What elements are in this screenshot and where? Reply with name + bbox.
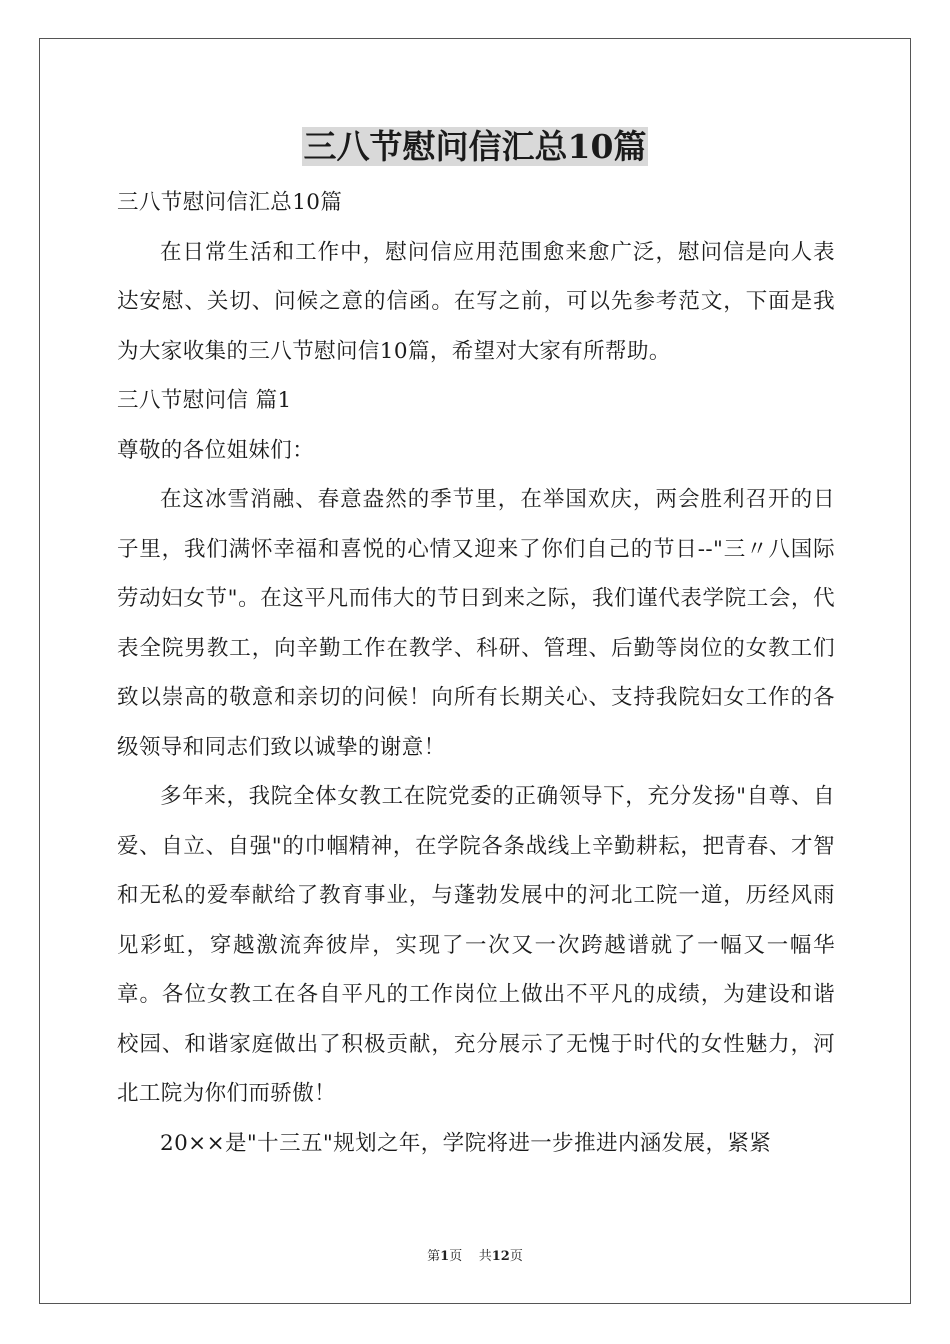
footer-total-prefix: 共 — [478, 1249, 492, 1264]
page-footer — [0, 1245, 950, 1264]
body-paragraph: 尊敬的各位姐妹们： — [117, 437, 315, 463]
body-paragraph: 三八节慰问信汇总10篇 — [117, 190, 343, 215]
body-paragraph: 多年来，我院全体女教工在院党委的正确领导下，充分发扬"自尊、自爱、自立、自强"的巾帼精神，在学院各条战线上辛勤耕耘，把青春、才智和无私的爱奉献给了教育事业，与蓬勃发展中的河北工院一道，历经风雨见彩虹，穿越激流奔彼岸，实现了一次又一次跨越谱就了一幅又一幅华章。各位女教工在各自平凡的工作岗位上做出不平凡的成绩，为建设和谐校园、和谐家庭做出了积极贡献，充分展示了无愧于时代的女性魅力，河北工院为你们而骄傲！ — [117, 784, 835, 1106]
document-title-text: 三八节慰问信汇总10篇 — [303, 127, 647, 166]
body-paragraph: 在这冰雪消融、春意盎然的季节里，在举国欢庆，两会胜利召开的日子里，我们满怀幸福和喜悦的心情又迎来了你们自己的节日--"三〃八国际劳动妇女节"。在这平凡而伟大的节日到来之际，我们谨代表学院工会，代表全院男教工，向辛勤工作在教学、科研、管理、后勤等岗位的女教工们致以崇高的敬意和亲切的问候！向所有长期关心、支持我院妇女工作的各级领导和同志们致以诚挚的谢意！ — [117, 487, 835, 760]
document-body — [117, 178, 835, 1168]
document-title — [0, 124, 950, 170]
footer-total-suffix: 页 — [509, 1249, 523, 1264]
footer-total-pages: 12 — [491, 1249, 510, 1264]
body-paragraph: 三八节慰问信 篇1 — [117, 388, 292, 413]
footer-page-suffix: 页 — [449, 1249, 463, 1264]
body-paragraph: 在日常生活和工作中，慰问信应用范围愈来愈广泛，慰问信是向人表达安慰、关切、问候之意的信函。在写之前，可以先参考范文，下面是我为大家收集的三八节慰问信10篇，希望对大家有所帮助。 — [117, 239, 835, 364]
footer-page-prefix: 第 — [427, 1249, 441, 1264]
footer-page-number: 1 — [440, 1249, 450, 1264]
body-paragraph: 20××是"十三五"规划之年，学院将进一步推进内涵发展，紧紧 — [160, 1130, 772, 1156]
